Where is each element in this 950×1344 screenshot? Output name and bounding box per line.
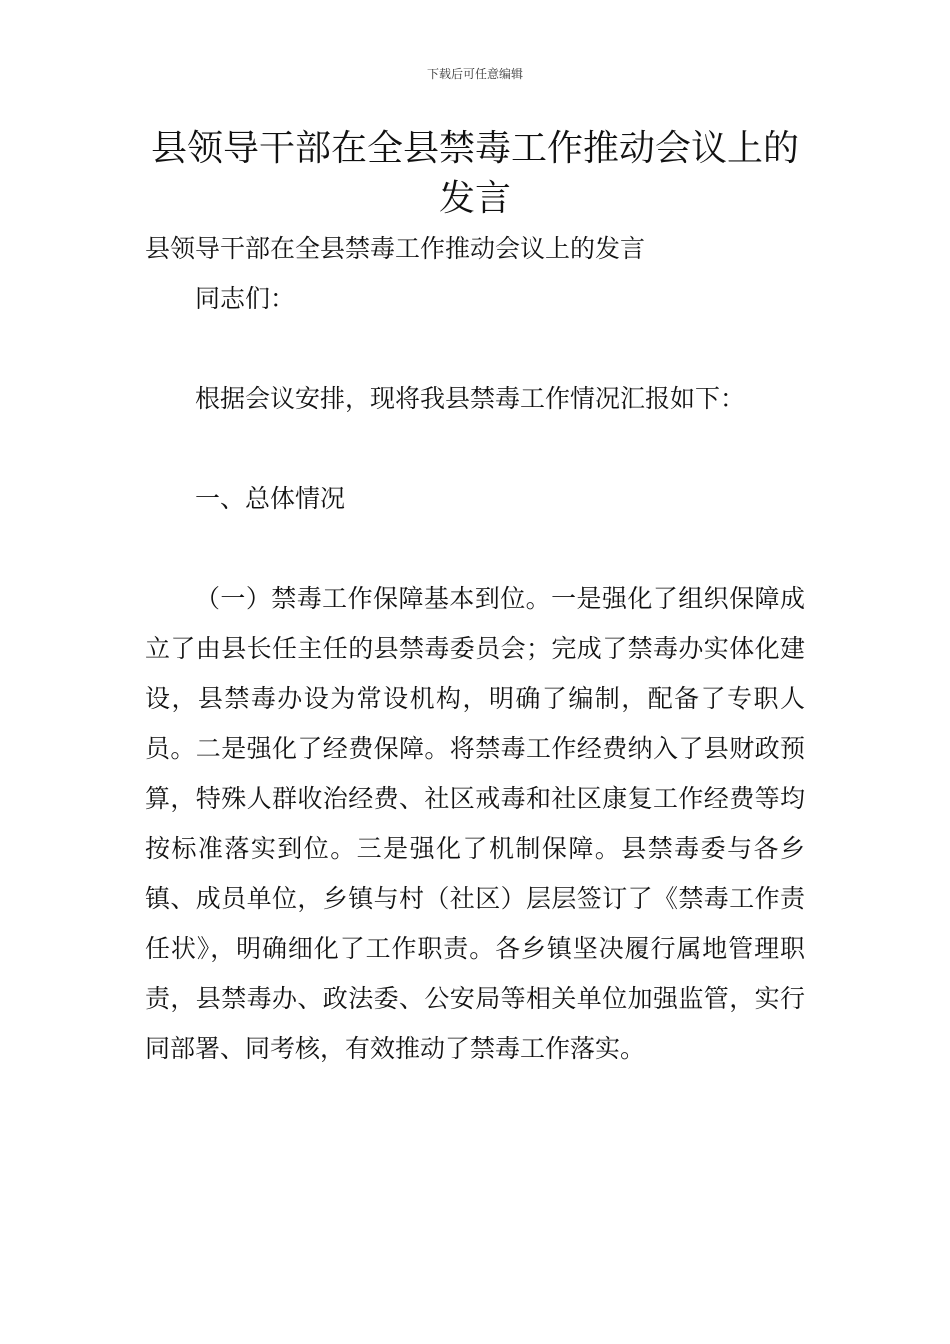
header-note: 下载后可任意编辑 (426, 67, 523, 81)
salutation: 同志们： (195, 284, 296, 313)
body-paragraph: （一）禁毒工作保障基本到位。一是强化了组织保障成立了由县长任主任的县禁毒委员会；完成了禁毒办实体化建设，县禁毒办设为常设机构，明确了编制，配备了专职人员。二是强化了经费保障。将禁毒工作经费纳入了县财政预算，特殊人群收治经费、社区戒毒和社区康复工作经费等均按标准落实到位。三是强化了机制保障。县禁毒委与各乡镇、成员单位，乡镇与村（社区）层层签订了《禁毒工作责任状》，明确细化了工作职责。各乡镇坚决履行属地管理职责，县禁毒办、政法委、公安局等相关单位加强监管，实行同部署、同考核，有效推动了禁毒工作落实。 (145, 584, 805, 1063)
document-subtitle: 县领导干部在全县禁毒工作推动会议上的发言 (145, 234, 646, 263)
section-heading: 一、总体情况 (195, 484, 346, 513)
document-title: 县领导干部在全县禁毒工作推动会议上的发言 (150, 128, 799, 219)
intro-paragraph: 根据会议安排，现将我县禁毒工作情况汇报如下： (195, 384, 746, 413)
